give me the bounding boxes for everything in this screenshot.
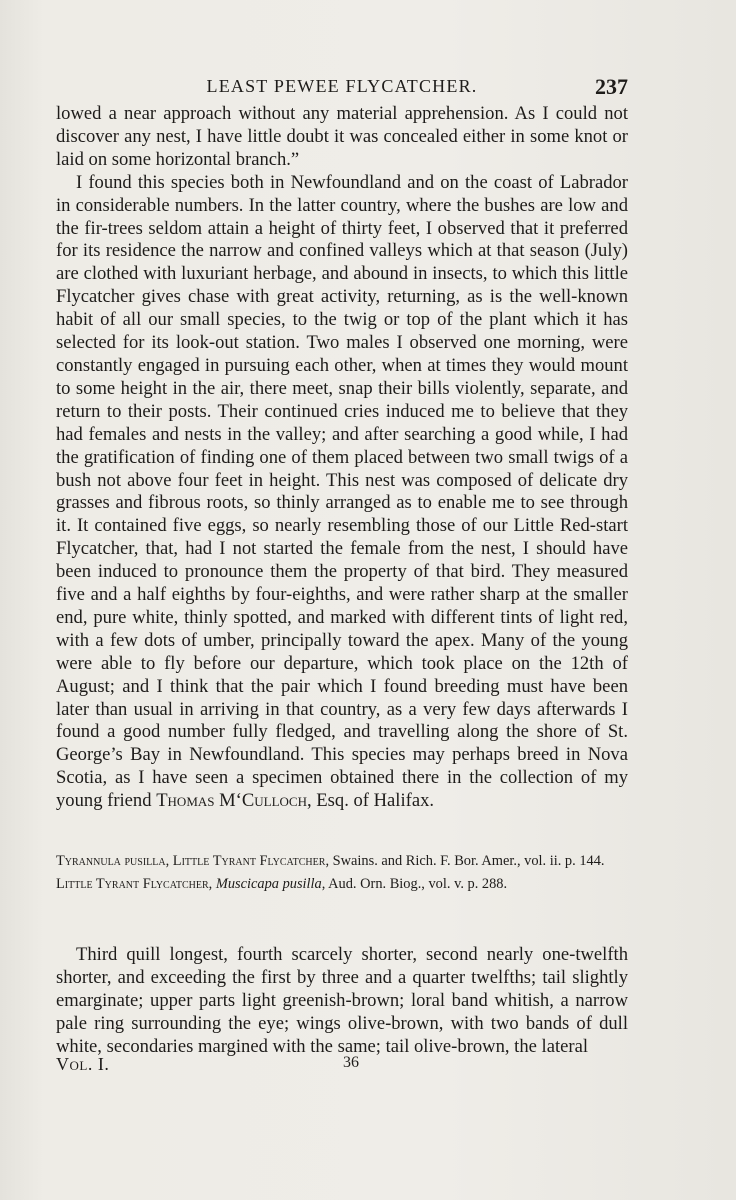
synonym-entry xyxy=(56,874,628,894)
synonym-entry xyxy=(56,851,628,871)
species-description xyxy=(56,944,628,1059)
paragraph-text: I found this species both in Newfoundland and on the coast of Labrador in considerable numbers. In the latter country, where the bushes are low and the fir-trees seldom attain a height of thirty feet, I observed that it preferred for its residence the narrow and confined valleys which at that season (July) are clothed with luxuriant herbage, and abound in insects, to which this little Flycatcher gives chase with great activity, returning, as is the well-known habit of all our small species, to the twig or top of the plant which it has selected for its look-out station. Two males I observed one morning, were constantly engaged in pursuing each other, when at times they would mount to some height in the air, there meet, snap their bills violently, separate, and return to their posts. Their continued cries induced me to believe that they had females and nests in the valley; and after searching a good while, I had the gratification of finding one of them placed between two small twigs of a bush not above four feet in height. This nest was composed of delicate dry grasses and fibrous roots, so thinly arranged as to enable me to see through it. It contained five eggs, so nearly resembling those of our Little Red-start Flycatcher, that, had I not started the female from the nest, I should have been induced to pronounce them the property of that bird. They measured five and a half eighths by four-eighths, and were rather sharp at the smaller end, pure white, thinly spotted, and marked with different tints of light red, with a few dots of umber, principally toward the apex. Many of the young were able to fly before our departure, which took place on the 12th of August; and I think that the pair which I found breeding must have been later than usual in arriving in that country, as a very few days afterwards I found a good number fully fledged, and travelling along the shore of St. George’s Bay in Newfoundland. This species may perhaps breed in Nova Scotia, as I have seen a specimen obtained there in the collection of my young friend xyxy=(56,171,628,812)
synonym-name: Tyrannula pusilla, Little Tyrant Flycatcher xyxy=(56,853,326,869)
synonym-reference: , Aud. Orn. Biog., vol. v. p. 288. xyxy=(321,876,508,892)
main-text xyxy=(56,103,628,813)
latin-name: Muscicapa pusilla xyxy=(215,876,322,892)
person-name: Thomas M‘Culloch xyxy=(156,790,307,812)
paragraph-end: , Esq. of Halifax. xyxy=(307,790,435,812)
paragraph-newfoundland xyxy=(56,172,628,813)
synonym-separator: , xyxy=(208,876,216,892)
page-header xyxy=(56,74,628,102)
running-title: LEAST PEWEE FLYCATCHER. xyxy=(206,76,478,96)
synonym-name: Little Tyrant Flycatcher xyxy=(56,876,209,892)
signature-mark: 36 xyxy=(343,1054,359,1071)
description-text: Third quill longest, fourth scarcely shorter, second nearly one-twelfth shorter, and exceeding the first by three and a quarter twelfths; tail slightly emarginate; upper parts light greenish-brown; loral band whitish, a narrow pale ring surrounding the eye; wings olive-brown, with two bands of dull white, secondaries margined with the same; tail olive-brown, the lateral xyxy=(56,944,628,1057)
synonymy-block xyxy=(56,851,628,897)
volume-label: Vol. I. xyxy=(56,1054,110,1074)
page-footer xyxy=(56,1054,628,1078)
synonym-reference: , Swains. and Rich. F. Bor. Amer., vol. ii. p. 144. xyxy=(325,853,605,869)
paragraph-continued: lowed a near approach without any material apprehension. As I could not discover any nest, I have little doubt it was concealed either in some knot or laid on some horizontal branch.” xyxy=(56,103,628,170)
page-number: 237 xyxy=(595,74,628,99)
